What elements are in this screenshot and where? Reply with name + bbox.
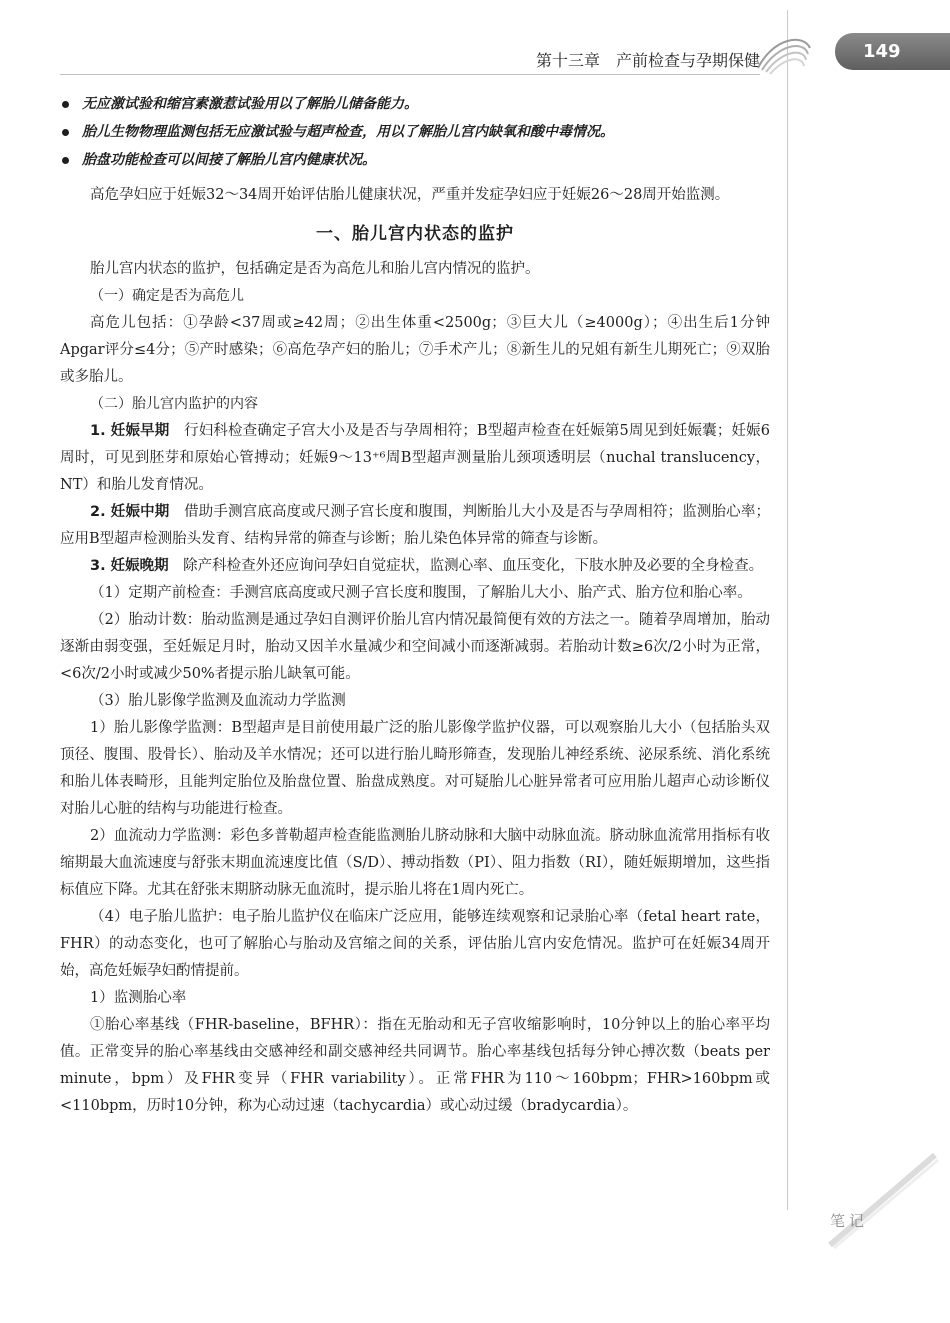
late-term: 3. 妊娠晚期 (90, 558, 169, 574)
bullet-text: 胎儿生物物理监测包括无应激试验与超声检查，用以了解胎儿宫内缺氧和酸中毒情况。 (82, 124, 614, 140)
swirl-logo-icon (748, 28, 818, 78)
subsection-heading-2: （二）胎儿宫内监护的内容 (90, 396, 258, 412)
bullet-dot-icon (62, 157, 69, 164)
bullet-item (60, 146, 770, 174)
margin-sidebar (788, 0, 950, 1323)
late-text: 除产科检查外还应询问孕妇自觉症状，监测心率、血压变化，下肢水肿及必要的全身检查。 (183, 558, 764, 574)
late-item-3-2: 2）血流动力学监测：彩色多普勒超声检查能监测胎儿脐动脉和大脑中动脉血流。脐动脉血流常用指标有收缩期最大血流速度与舒张末期血流速度比值（S/D）、搏动指数（PI）、阻力指数（RI），随妊娠期增加，这些指标值应下降。尤其在舒张末期脐动脉无血流时，提示胎儿将在1周内死亡。 (60, 828, 770, 898)
section-title: 一、胎儿宫内状态的监护 (316, 224, 514, 244)
early-term: 1. 妊娠早期 (90, 423, 170, 439)
pencil-icon (820, 1150, 940, 1250)
late-item-2: （2）胎动计数：胎动监测是通过孕妇自测评价胎儿宫内情况最简便有效的方法之一。随着孕周增加，胎动逐渐由弱变强，至妊娠足月时，胎动又因羊水量减少和空间减小而逐渐减弱。若胎动计数≥6次/2小时为正常，<6次/2小时或减少50%者提示胎儿缺氧可能。 (60, 612, 770, 682)
bullet-item (60, 118, 770, 146)
late-item-4-1a: ①胎心率基线（FHR-baseline，BFHR）：指在无胎动和无子宫收缩影响时，10分钟以上的胎心率平均值。正常变异的胎心率基线由交感神经和副交感神经共同调节。胎心率基线包括每分钟心搏次数（beats per minute，bpm）及FHR变异（FHR variability）。正常FHR为110～160bpm；FHR>160bpm或<110bpm，历时10分钟，称为心动过速（tachycardia）或心动过缓（bradycardia）。 (60, 1017, 770, 1114)
bullet-item (60, 90, 770, 118)
late-item-1: （1）定期产前检查：手测宫底高度或尺测子宫长度和腹围，了解胎儿大小、胎产式、胎方位和胎心率。 (90, 585, 752, 601)
early-pregnancy-paragraph (60, 418, 770, 499)
notes-label: 笔记 (830, 1212, 869, 1230)
late-item-3-1: 1）胎儿影像学监测：B型超声是目前使用最广泛的胎儿影像学监护仪器，可以观察胎儿大小（包括胎头双顶径、腹围、股骨长）、胎动及羊水情况；还可以进行胎儿畸形筛查，发现胎儿神经系统、泌尿系统、消化系统和胎儿体表畸形，且能判定胎位及胎盘位置、胎盘成熟度。对可疑胎儿心脏异常者可应用胎儿超声心动诊断仪对胎儿心脏的结构与功能进行检查。 (60, 720, 770, 817)
page-number: 149 (863, 41, 901, 62)
running-header (60, 44, 760, 75)
key-points-list (60, 90, 770, 174)
subsection-heading-1: （一）确定是否为高危儿 (90, 288, 244, 304)
late-item-4: （4）电子胎儿监护：电子胎儿监护仪在临床广泛应用，能够连续观察和记录胎心率（fetal heart rate，FHR）的动态变化，也可了解胎心与胎动及宫缩之间的关系，评估胎儿宫内安危情况。监护可在妊娠34周开始，高危妊娠孕妇酌情提前。 (60, 909, 770, 979)
bullet-text: 无应激试验和缩宫素激惹试验用以了解胎儿储备能力。 (82, 96, 418, 112)
page-body (60, 90, 770, 1120)
late-item-4-1: 1）监测胎心率 (90, 990, 187, 1006)
high-risk-paragraph: 高危儿包括：①孕龄<37周或≥42周；②出生体重<2500g；③巨大儿（≥4000g）；④出生后1分钟Apgar评分≤4分；⑤产时感染；⑥高危孕产妇的胎儿；⑦手术产儿；⑧新生儿的兄姐有新生儿期死亡；⑨双胎或多胎儿。 (60, 315, 770, 385)
bullet-text: 胎盘功能检查可以间接了解胎儿宫内健康状况。 (82, 152, 376, 168)
intro-paragraph: 高危孕妇应于妊娠32～34周开始评估胎儿健康状况，严重并发症孕妇应于妊娠26～28周开始监测。 (90, 187, 730, 203)
section-intro: 胎儿宫内状态的监护，包括确定是否为高危儿和胎儿宫内情况的监护。 (90, 261, 540, 277)
late-item-3: （3）胎儿影像学监测及血流动力学监测 (90, 693, 346, 709)
chapter-title: 第十三章 产前检查与孕期保健 (535, 51, 760, 70)
bullet-dot-icon (62, 101, 69, 108)
mid-pregnancy-paragraph (60, 499, 770, 553)
late-pregnancy-paragraph (60, 553, 770, 580)
bullet-dot-icon (62, 129, 69, 136)
mid-text: 借助手测宫底高度或尺测子宫长度和腹围，判断胎儿大小及是否与孕周相符；监测胎心率；应用B型超声检测胎头发育、结构异常的筛查与诊断；胎儿染色体异常的筛查与诊断。 (60, 504, 770, 547)
early-text: 行妇科检查确定子宫大小及是否与孕周相符；B型超声检查在妊娠第5周见到妊娠囊；妊娠6周时，可见到胚芽和原始心管搏动；妊娠9～13⁺⁶周B型超声测量胎儿颈项透明层（nuchal translucency，NT）和胎儿发育情况。 (60, 423, 771, 493)
mid-term: 2. 妊娠中期 (90, 504, 170, 520)
page-number-tab (835, 33, 950, 70)
